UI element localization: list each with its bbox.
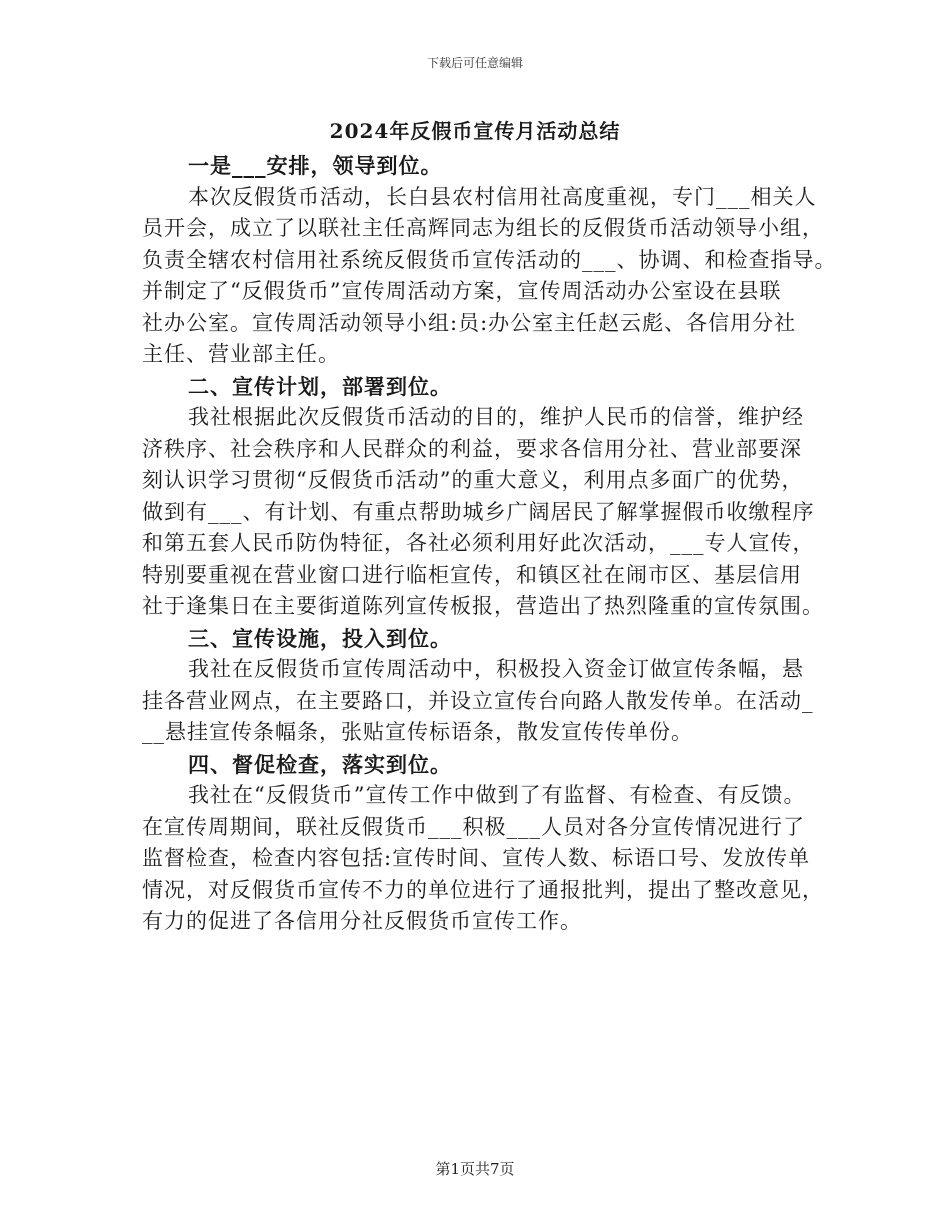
- section-heading: 三、宣传设施，投入到位。: [188, 625, 452, 651]
- page-header: 下载后可任意编辑: [426, 56, 523, 70]
- body-text-line: 在宣传周期间，联社反假货币___积极___人员对各分宣传情况进行了: [142, 814, 805, 839]
- document-title: 2024年反假币宣传月活动总结: [329, 119, 621, 143]
- body-text-line: 社于逢集日在主要街道陈列宣传板报，营造出了热烈隆重的宣传氛围。: [142, 594, 824, 618]
- body-text-line: 情况，对反假货币宣传不力的单位进行了通报批判，提出了整改意见，: [142, 877, 824, 902]
- body-text-line: 我社在“反假货币”宣传工作中做到了有监督、有检查、有反馈。: [188, 783, 806, 807]
- body-text-line: 我社根据此次反假货币活动的目的，维护人民币的信誉，维护经: [188, 405, 804, 429]
- body-text-line: 我社在反假货币宣传周活动中，积极投入资金订做宣传条幅，悬: [188, 657, 804, 681]
- body-text-line: 负责全辖农村信用社系统反假货币宣传活动的___、协调、和检查指导。: [142, 247, 837, 272]
- body-text-line: 特别要重视在营业窗口进行临柜宣传，和镇区社在闹市区、基层信用: [142, 562, 802, 587]
- body-text-line: 并制定了“反假货币”宣传周活动方案，宣传周活动办公室设在县联: [142, 279, 782, 303]
- body-text-line: 有力的促进了各信用分社反假货币宣传工作。: [142, 909, 582, 933]
- body-text-line: 员开会，成立了以联社主任高辉同志为组长的反假货币活动领导小组，: [142, 216, 824, 240]
- body-text-line: 和第五套人民币防伪特征，各社必须利用好此次活动，___专人宣传，: [142, 531, 815, 555]
- body-text-line: 济秩序、社会秩序和人民群众的利益，要求各信用分社、营业部要深: [142, 436, 802, 461]
- section-heading: 一是___安排，领导到位。: [188, 153, 443, 178]
- section-heading: 四、督促检查，落实到位。: [188, 751, 452, 777]
- body-text-line: 监督检查，检查内容包括:宣传时间、宣传人数、标语口号、发放传单: [142, 846, 811, 870]
- body-text-line: 主任、营业部主任。: [142, 342, 340, 366]
- page-footer: 第1页共7页: [435, 1160, 515, 1178]
- body-text-line: 挂各营业网点，在主要路口，并设立宣传台向路人散发传单。在活动_: [142, 688, 814, 713]
- body-text-line: 社办公室。宣传周活动领导小组:员:办公室主任赵云彪、各信用分社: [142, 310, 797, 335]
- body-text-line: 做到有___、有计划、有重点帮助城乡广阔居民了解掌握假币收缴程序: [142, 499, 815, 524]
- body-text-line: __悬挂宣传条幅条，张贴宣传标语条，散发宣传传单份。: [142, 720, 693, 744]
- body-text-line: 刻认识学习贯彻“反假货币活动”的重大意义，利用点多面广的优势，: [142, 468, 804, 492]
- section-heading: 二、宣传计划，部署到位。: [188, 373, 452, 399]
- body-text-line: 本次反假货币活动，长白县农村信用社高度重视，专门___相关人: [188, 184, 817, 209]
- document-body: [142, 150, 837, 938]
